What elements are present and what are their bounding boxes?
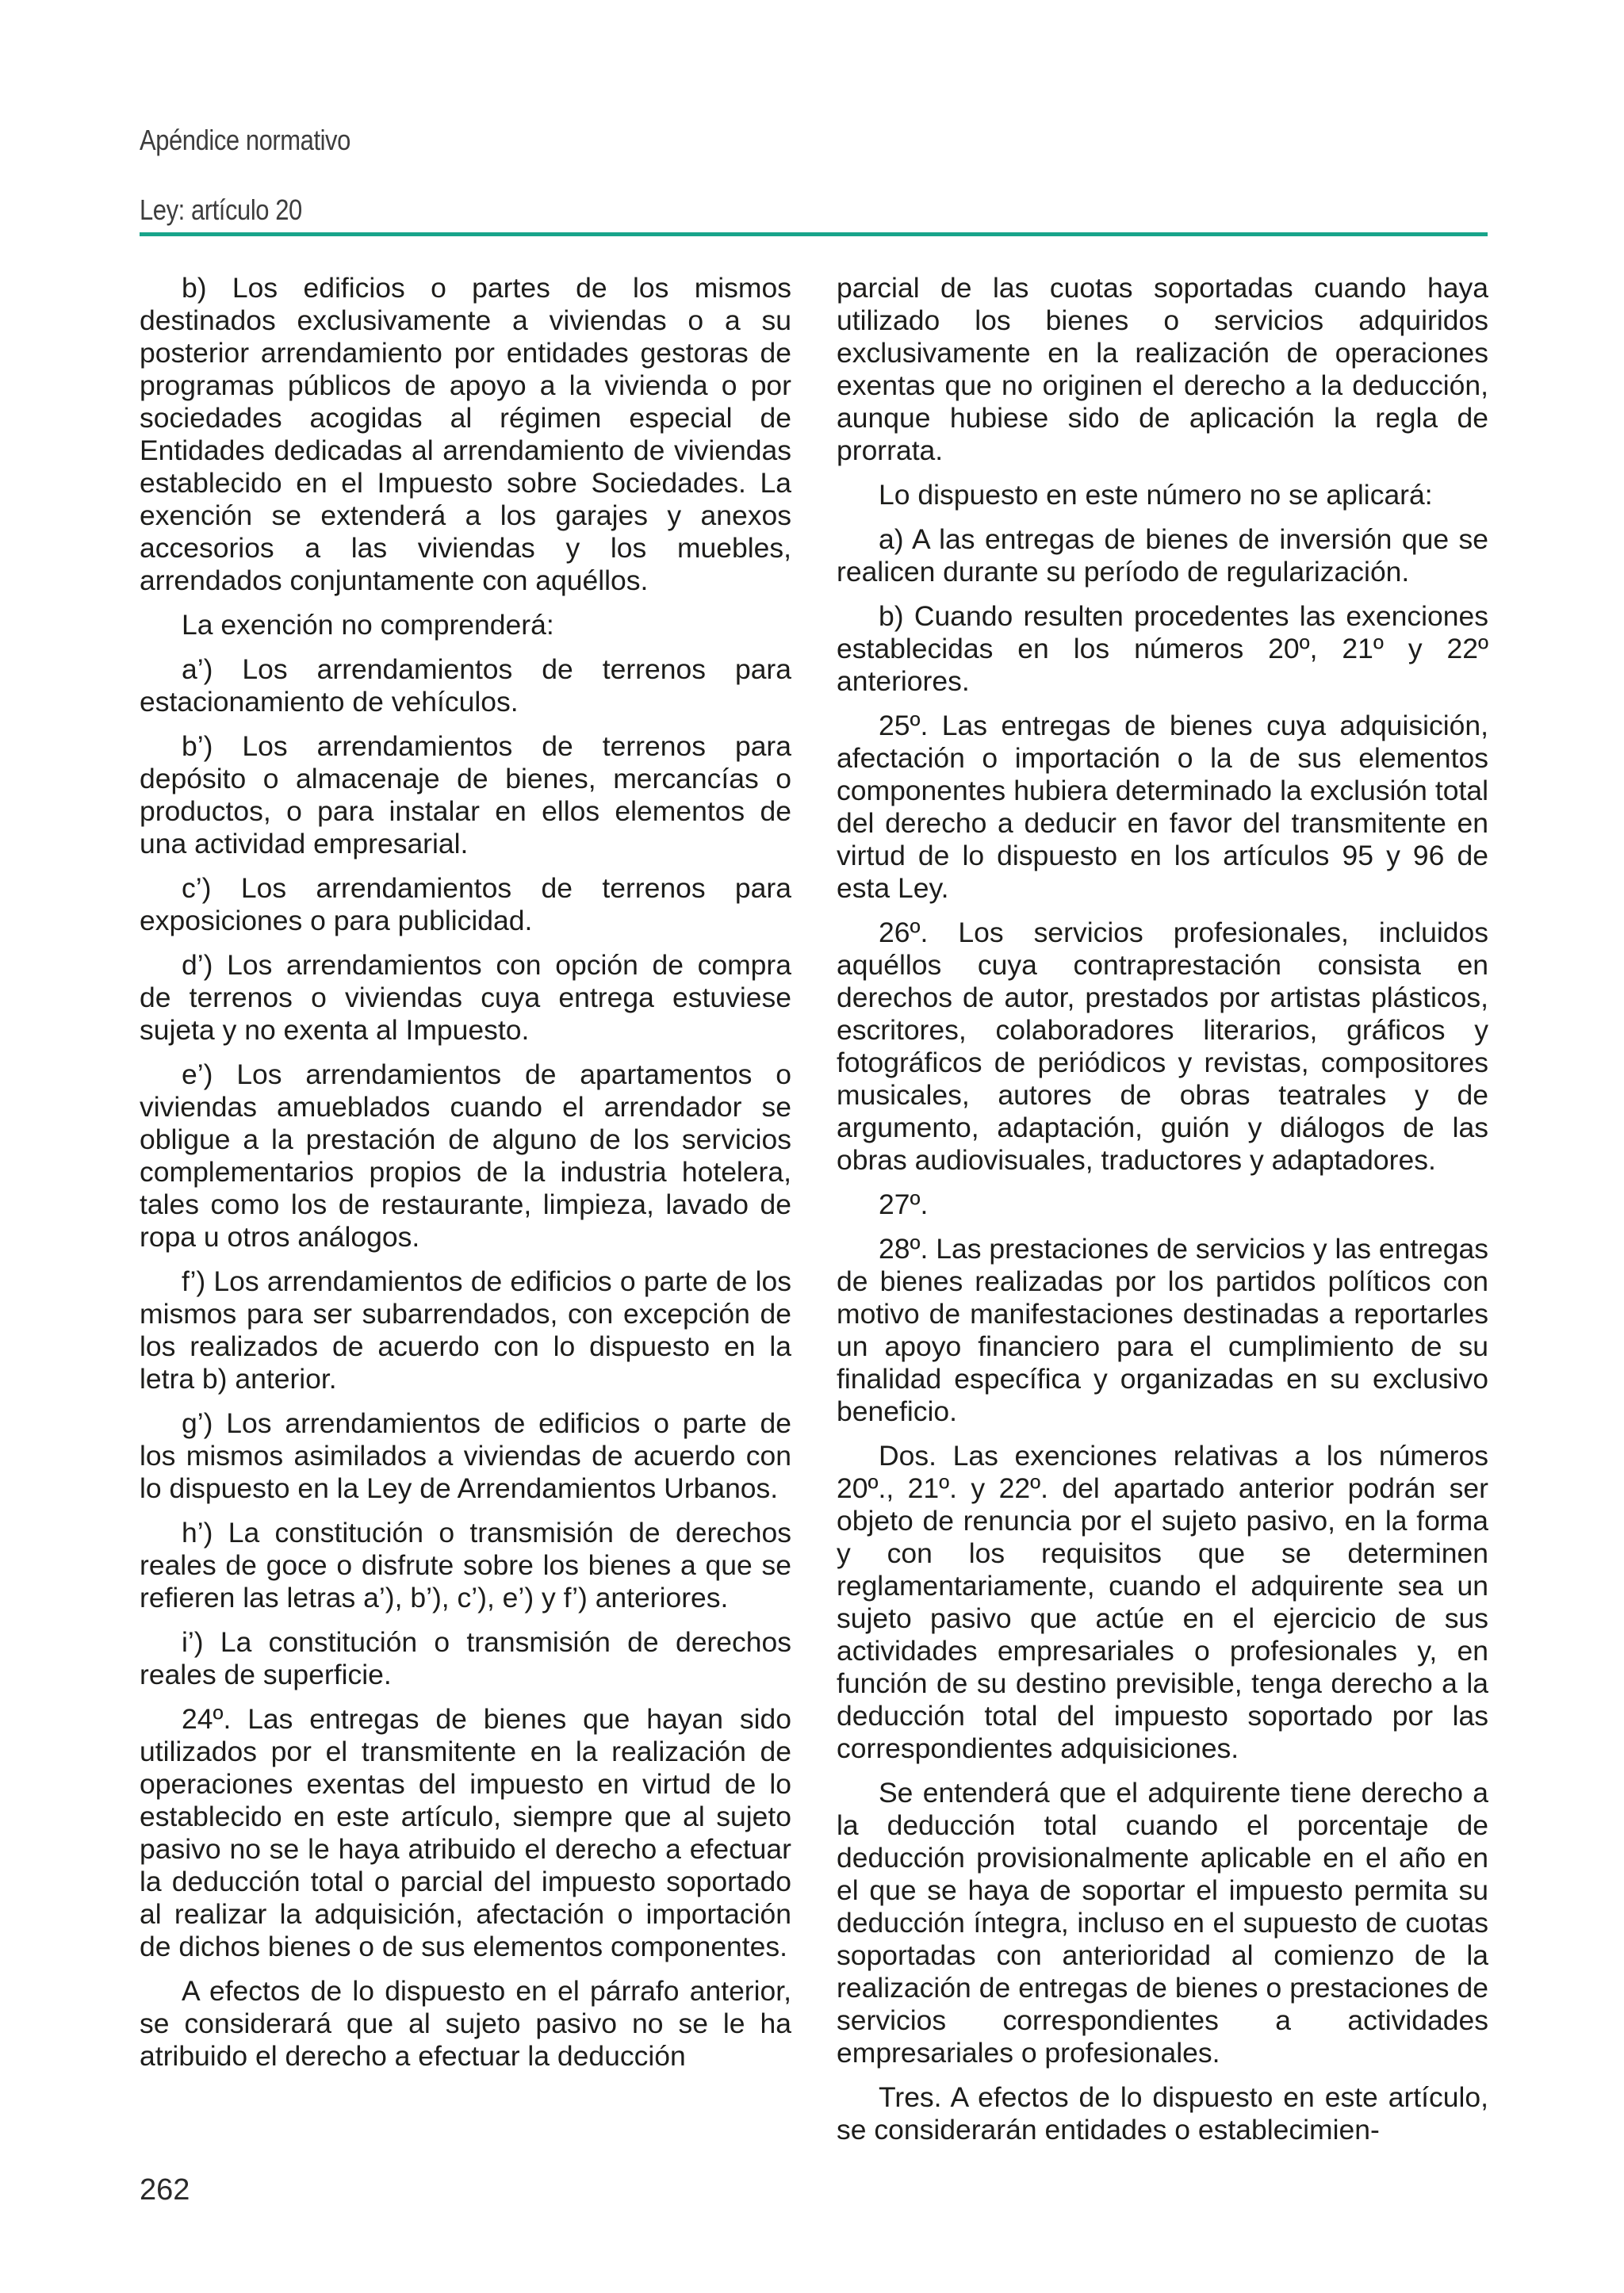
paragraph: a’) Los arrendamientos de terrenos para estacionamiento de vehículos.: [140, 653, 791, 718]
paragraph: Dos. Las exenciones relativas a los números 20º., 21º. y 22º. del apartado anterior podrán ser objeto de renuncia por el sujeto pasivo, en la forma y con los requisitos que se determinen reglamentariamente, cuando el adquirente sea un sujeto pasivo que actúe en el ejercicio de sus actividades empresariales o profesionales y, en función de su destino previsible, tenga derecho a la deducción total del impuesto soportado por las correspondientes adquisiciones.: [837, 1440, 1488, 1764]
section-title: Ley: artículo 20: [140, 193, 302, 226]
paragraph: b’) Los arrendamientos de terrenos para depósito o almacenaje de bienes, mercancías o productos, o para instalar en ellos elementos de una actividad empresarial.: [140, 730, 791, 859]
running-header: [140, 123, 1488, 228]
paragraph: A efectos de lo dispuesto en el párrafo anterior, se considerará que al sujeto pasivo no se le ha atribuido el derecho a efectuar la deducción: [140, 1975, 791, 2072]
paragraph: g’) Los arrendamientos de edificios o parte de los mismos asimilados a viviendas de acuerdo con lo dispuesto en la Ley de Arrendamientos Urbanos.: [140, 1407, 791, 1504]
right-column: [837, 272, 1488, 2158]
paragraph: f’) Los arrendamientos de edificios o parte de los mismos para ser subarrendados, con excepción de los realizados de acuerdo con lo dispuesto en la letra b) anterior.: [140, 1265, 791, 1395]
paragraph: b) Cuando resulten procedentes las exenciones establecidas en los números 20º, 21º y 22º anteriores.: [837, 600, 1488, 697]
paragraph: 27º.: [879, 1189, 929, 1220]
header-divider: [140, 232, 1488, 236]
left-column: [140, 272, 791, 2084]
paragraph: d’) Los arrendamientos con opción de compra de terrenos o viviendas cuya entrega estuviese sujeta y no exenta al Impuesto.: [140, 949, 791, 1046]
paragraph: Lo dispuesto en este número no se aplicará:: [879, 479, 1433, 511]
paragraph: 25º. Las entregas de bienes cuya adquisición, afectación o importación o la de sus elementos componentes hubiera determinado la exclusión total del derecho a deducir en favor del transmitente en virtud de lo dispuesto en los artículos 95 y 96 de esta Ley.: [837, 710, 1488, 904]
paragraph: Se entenderá que el adquirente tiene derecho a la deducción total cuando el porcentaje de deducción provisionalmente aplicable en el año en el que se haya de soportar el impuesto permita su deducción íntegra, incluso en el supuesto de cuotas soportadas con anterioridad al comienzo de la realización de entregas de bienes o prestaciones de servicios correspondientes a actividades empresariales o profesionales.: [837, 1777, 1488, 2069]
paragraph: a) A las entregas de bienes de inversión que se realicen durante su período de regularización.: [837, 523, 1488, 588]
paragraph: 24º. Las entregas de bienes que hayan sido utilizados por el transmitente en la realización de operaciones exentas del impuesto en virtud de lo establecido en este artículo, siempre que al sujeto pasivo no se le haya atribuido el derecho a efectuar la deducción total o parcial del impuesto soportado al realizar la adquisición, afectación o importación de dichos bienes o de sus elementos componentes.: [140, 1703, 791, 1962]
paragraph: 26º. Los servicios profesionales, incluidos aquéllos cuya contraprestación consista en derechos de autor, prestados por artistas plásticos, escritores, colaboradores literarios, gráficos y fotográficos de periódicos y revistas, compositores musicales, autores de obras teatrales y de argumento, adaptación, guión y diálogos de las obras audiovisuales, traductores y adaptadores.: [837, 917, 1488, 1176]
paragraph-continued: parcial de las cuotas soportadas cuando haya utilizado los bienes o servicios adquiridos exclusivamente en la realización de operaciones exentas que no originen el derecho a la deducción, aunque hubiese sido de aplicación la regla de prorrata.: [837, 272, 1488, 466]
paragraph: Tres. A efectos de lo dispuesto en este artículo, se considerarán entidades o establecimien-: [837, 2081, 1488, 2146]
paragraph: b) Los edificios o partes de los mismos destinados exclusivamente a viviendas o a su posterior arrendamiento por entidades gestoras de programas públicos de apoyo a la vivienda o por sociedades acogidas al régimen especial de Entidades dedicadas al arrendamiento de viviendas establecido en el Impuesto sobre Sociedades. La exención se extenderá a los garajes y anexos accesorios a las viviendas y los muebles, arrendados conjuntamente con aquéllos.: [140, 272, 791, 596]
paragraph: 28º. Las prestaciones de servicios y las entregas de bienes realizadas por los partidos políticos con motivo de manifestaciones destinadas a reportarles un apoyo financiero para el cumplimiento de su finalidad específica y organizadas en su exclusivo beneficio.: [837, 1233, 1488, 1427]
paragraph: c’) Los arrendamientos de terrenos para exposiciones o para publicidad.: [140, 872, 791, 936]
page-number: 262: [140, 2173, 190, 2207]
paragraph: h’) La constitución o transmisión de derechos reales de goce o disfrute sobre los bienes a que se refieren las letras a’), b’), c’), e’) y f’) anteriores.: [140, 1517, 791, 1614]
chapter-title: Apéndice normativo: [140, 124, 350, 156]
paragraph: i’) La constitución o transmisión de derechos reales de superficie.: [140, 1626, 791, 1690]
paragraph: e’) Los arrendamientos de apartamentos o viviendas amueblados cuando el arrendador se obligue a la prestación de alguno de los servicios complementarios propios de la industria hotelera, tales como los de restaurante, limpieza, lavado de ropa u otros análogos.: [140, 1058, 791, 1253]
paragraph: La exención no comprenderá:: [182, 609, 554, 641]
